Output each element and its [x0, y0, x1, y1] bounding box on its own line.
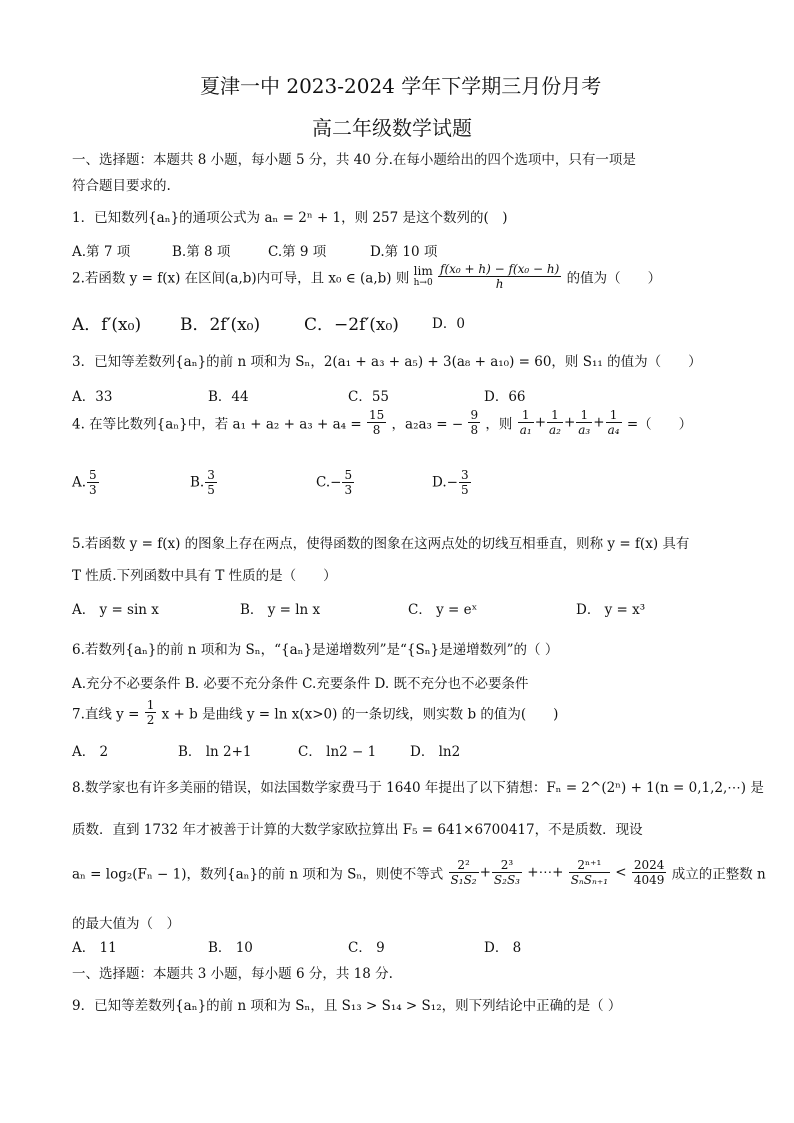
- q8-line3-prefix: aₙ = log₂(Fₙ − 1)，数列{aₙ}的前 n 项和为 Sₙ，则使不等式: [72, 866, 444, 883]
- q2-limit: [414, 265, 433, 289]
- q4-frac-2: [468, 408, 480, 437]
- q4-opt-b-frac: [205, 468, 217, 497]
- q4-suffix: =（ ）: [626, 416, 693, 433]
- q4-r4-num: 1: [606, 408, 622, 423]
- q4-opt-a-num: 5: [89, 468, 97, 482]
- q7-option-c: C． ln2 − 1: [298, 744, 377, 760]
- q5-option-a: A． y = sin x: [72, 602, 159, 618]
- q4-opt-d-frac: [459, 468, 471, 497]
- q4-opt-b-label: B.: [190, 474, 205, 491]
- q4-f2-num: 9: [470, 408, 479, 422]
- q7-fraction: [145, 698, 157, 727]
- q3-option-b: B．44: [208, 389, 249, 405]
- section2-heading: 一、选择题：本题共 3 小题，每小题 6 分，共 18 分.: [72, 966, 393, 982]
- q4-opt-a-frac: [87, 468, 99, 497]
- q4-r1-num: 1: [518, 408, 534, 423]
- q5-option-d: D． y = x³: [576, 602, 646, 618]
- q2-option-a: A．f′(x₀): [72, 315, 142, 335]
- q5-option-c: C． y = eˣ: [408, 602, 478, 618]
- q3-option-c: C．55: [348, 389, 390, 405]
- q3-option-a: A．33: [72, 389, 113, 405]
- exam-title: 夏津一中 2023-2024 学年下学期三月份月考: [200, 74, 602, 98]
- q4-option-d: [432, 468, 472, 497]
- q8-term-last: [569, 858, 610, 887]
- q4-r3-num: 1: [576, 408, 592, 423]
- q4-r2-den: a₂: [549, 423, 561, 437]
- q8-option-c: C． 9: [348, 940, 385, 956]
- q8-option-d: D． 8: [484, 940, 522, 956]
- q4-opt-c-frac: [342, 468, 354, 497]
- q4-opt-a-den: 3: [89, 483, 97, 497]
- q7-option-a: A． 2: [72, 744, 109, 760]
- question-2: [72, 262, 661, 291]
- question-8-line1: 8.数学家也有许多美丽的错误，如法国数学家费马于 1640 年提出了以下猜想：Fₙ = 2^(2ⁿ) + 1(n = 0,1,2,⋯) 是: [72, 780, 764, 796]
- q8-term-1: [449, 858, 479, 887]
- q4-prefix: 4. 在等比数列{aₙ}中，若 a₁ + a₂ + a₃ + a₄ =: [72, 416, 362, 433]
- q1-option-c: C.第 9 项: [268, 244, 327, 260]
- q1-option-a: A.第 7 项: [72, 244, 131, 260]
- q4-r2-num: 1: [547, 408, 563, 423]
- q8-t2-den: S₂S₃: [493, 873, 520, 887]
- q4-recip-3: [576, 408, 592, 437]
- q4-opt-b-num: 3: [207, 468, 215, 482]
- q4-opt-d-num: 3: [460, 468, 469, 482]
- question-9: 9．已知等差数列{aₙ}的前 n 项和为 Sₙ，且 S₁₃ > S₁₄ > S₁₂，则下列结论中正确的是（ ）: [72, 998, 622, 1014]
- q4-recip-4: [606, 408, 622, 437]
- q1-option-b: B.第 8 项: [172, 244, 231, 260]
- question-5-line2: T 性质.下列函数中具有 T 性质的是（ ）: [72, 568, 337, 584]
- q4-mid2: ，则: [485, 416, 513, 433]
- q3-option-d: D．66: [484, 389, 526, 405]
- question-3: 3．已知等差数列{aₙ}的前 n 项和为 Sₙ，2(a₁ + a₃ + a₅) + 3(a₈ + a₁₀) = 60，则 S₁₁ 的值为（ ）: [72, 354, 702, 370]
- q2-lim-sub: h→0: [413, 277, 433, 288]
- q2-suffix: 的值为（ ）: [566, 270, 662, 287]
- q4-recip-1: [518, 408, 534, 437]
- q4-opt-d-sign: −: [446, 474, 458, 491]
- q4-opt-a-label: A.: [72, 474, 87, 491]
- question-8-line4: 的最大值为（ ）: [72, 916, 180, 932]
- q8-tl-den: SₙSₙ₊₁: [570, 873, 608, 887]
- q7-den: 2: [146, 713, 155, 727]
- q4-option-c: [316, 468, 355, 497]
- q4-opt-c-label: C.: [316, 474, 331, 491]
- q4-f1-den: 8: [372, 423, 381, 437]
- q7-prefix: 7.直线 y =: [72, 706, 140, 723]
- q4-opt-b-den: 5: [207, 483, 215, 497]
- q8-rhs: [632, 858, 667, 887]
- q8-line3-suffix: 成立的正整数 n: [671, 866, 766, 883]
- question-5-line1: 5.若函数 y = f(x) 的图象上存在两点，使得函数的图象在这两点处的切线互相垂直，则称 y = f(x) 具有: [72, 536, 690, 552]
- q2-option-c: C．−2f′(x₀): [304, 315, 399, 335]
- q4-r3-den: a₃: [578, 423, 591, 437]
- q4-r4-den: a₄: [607, 423, 620, 437]
- question-7: [72, 698, 558, 727]
- exam-subtitle: 高二年级数学试题: [312, 116, 472, 140]
- q4-option-a: [72, 468, 100, 497]
- q8-t1-den: S₁S₂: [450, 873, 477, 887]
- q2-numerator: f(x₀ + h) − f(x₀ − h): [440, 262, 560, 276]
- q4-frac-1: [367, 408, 386, 437]
- q2-fraction: [438, 262, 561, 291]
- q8-t2-num: 2³: [492, 858, 522, 873]
- q4-r1-den: a₁: [519, 423, 532, 437]
- q2-lim: lim: [413, 263, 433, 278]
- q8-rhs-den: 4049: [633, 873, 665, 887]
- q2-option-d: D．0: [432, 316, 465, 332]
- q8-t1-num: 2²: [449, 858, 479, 873]
- q8-term-2: [492, 858, 522, 887]
- q6-options: A.充分不必要条件 B. 必要不充分条件 C.充要条件 D. 既不充分也不必要条件: [72, 676, 529, 692]
- q8-lt: <: [615, 864, 627, 881]
- question-8-line2: 质数．直到 1732 年才被善于计算的大数学家欧拉算出 F₅ = 641×6700417，不是质数．现设: [72, 822, 643, 838]
- q4-option-b: [190, 468, 218, 497]
- q4-opt-d-den: 5: [460, 483, 469, 497]
- question-1: 1．已知数列{aₙ}的通项公式为 aₙ = 2ⁿ + 1，则 257 是这个数列的( ): [72, 210, 508, 226]
- section1-heading-line2: 符合题目要求的.: [72, 178, 171, 194]
- q4-mid: ，a₂a₃ = −: [391, 416, 464, 433]
- q7-num: 1: [146, 698, 155, 712]
- q4-opt-d-label: D.: [432, 474, 447, 491]
- section1-heading-line1: 一、选择题：本题共 8 小题，每小题 5 分，共 40 分.在每小题给出的四个选项中，只有一项是: [72, 152, 636, 168]
- q2-denominator: h: [495, 277, 504, 291]
- question-4: 4. 在等比数列{aₙ}中，若 a₁ + a₂ + a₃ + a₄ = $\frac{15}{8}$ ，a₂a₃ = − $\frac{9}{8}$ ，则 $\frac{1}{\text{a₁}}$ + $\frac{1}{\text{a₂}}$ + $\frac{1}{\text{a₃}}$ + $\frac{1}{\text{a₄}}$ =（ ）: [72, 408, 693, 437]
- q7-suffix: x + b 是曲线 y = ln x(x>0) 的一条切线，则实数 b 的值为( ): [161, 706, 559, 723]
- q5-option-b: B． y = ln x: [240, 602, 321, 618]
- question-6: 6.若数列{aₙ}的前 n 项和为 Sₙ，“{aₙ}是递增数列”是“{Sₙ}是递增数列”的（ ）: [72, 642, 559, 658]
- q8-option-b: B． 10: [208, 940, 253, 956]
- q4-opt-c-sign: −: [330, 474, 342, 491]
- q8-dots: +⋯+: [527, 864, 564, 881]
- q8-option-a: A． 11: [72, 940, 117, 956]
- q1-option-d: D.第 10 项: [370, 244, 438, 260]
- q4-opt-c-num: 5: [344, 468, 353, 482]
- q2-prefix: 2.若函数 y = f(x) 在区间(a,b)内可导，且 x₀ ∈ (a,b) 则: [72, 270, 410, 287]
- q7-option-b: B． ln 2+1: [178, 744, 252, 760]
- q4-opt-c-den: 3: [344, 483, 353, 497]
- q7-option-d: D． ln2: [410, 744, 461, 760]
- q2-option-b: B．2f′(x₀): [180, 315, 261, 335]
- q4-f2-den: 8: [470, 423, 479, 437]
- q4-f1-num: 15: [368, 408, 385, 422]
- question-8-line3: aₙ = log₂(Fₙ − 1)，数列{aₙ}的前 n 项和为 Sₙ，则使不等式 $\frac{\text{2²}}{\text{S₁S₂}}$ + $\frac{\text{2³}}{\text{S₂S₃}}$ +⋯+ $\frac{\text{2ⁿ⁺¹}}{\text{SₙSₙ₊₁}}$ < $\frac{2024}{4049}$ 成立的正整数 n: [72, 858, 766, 887]
- q8-tl-num: 2ⁿ⁺¹: [569, 858, 610, 873]
- q4-recip-2: [547, 408, 563, 437]
- q8-rhs-num: 2024: [633, 858, 665, 872]
